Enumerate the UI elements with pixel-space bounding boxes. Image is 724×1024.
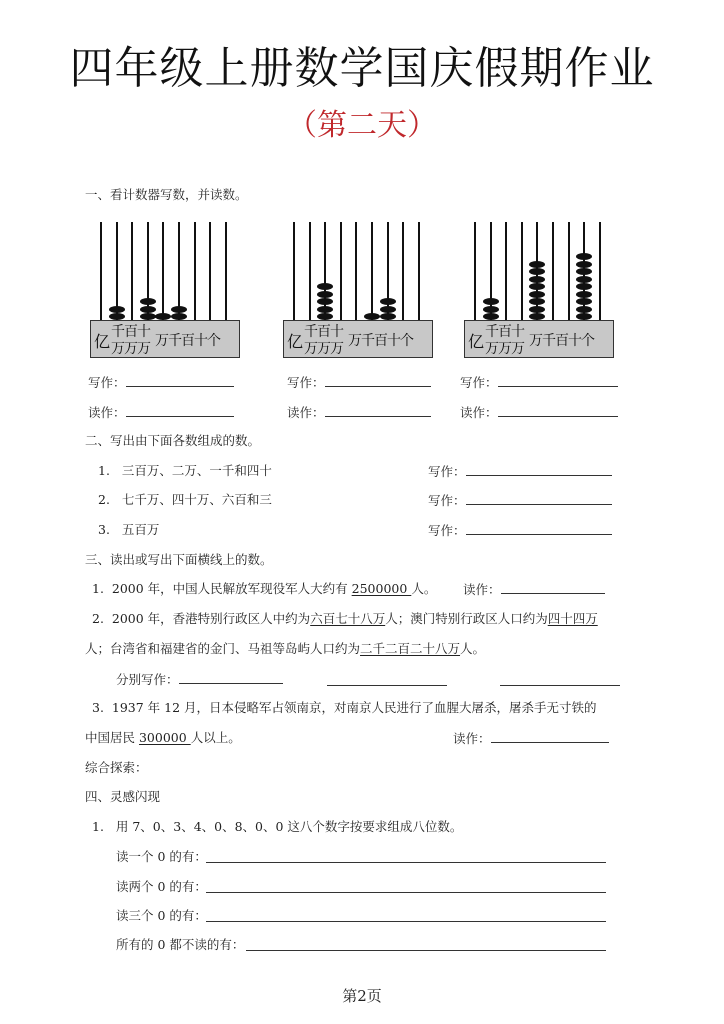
q-text: 人。 [411,581,437,596]
s3-q2-blank-3[interactable] [500,673,620,686]
s2-blank-1[interactable] [466,463,612,476]
q-text: 人；澳门特别行政区人口约为 [385,611,548,626]
abacus-rod [552,222,554,322]
abacus-bead [529,298,545,305]
read-label: 读作： [453,731,491,746]
abacus-bead [576,283,592,290]
write-label: 写作： [428,464,466,479]
page-number: 第2页 [342,987,382,1005]
write-row-1 [88,374,234,391]
write-blank-2[interactable] [325,374,431,387]
s2-item-1 [98,463,272,479]
write-blank-1[interactable] [126,374,234,387]
abacus-bead [140,313,156,320]
abacus-rod [521,222,523,322]
write-label: 写作： [428,523,466,538]
q-number: 1. [92,581,104,596]
abacus-label-top: 千百十 [485,324,524,340]
section2-heading: 二、写出由下面各数组成的数。 [85,433,261,448]
abacus-bead [576,276,592,283]
s3-q2-line2 [85,641,485,657]
abacus-frame [90,320,240,358]
abacus-rod [340,222,342,322]
abacus-bead [576,291,592,298]
s2-item-2 [98,492,272,508]
abacus-rod [194,222,196,322]
abacus-bead [317,298,333,305]
section3-heading: 三、读出或写出下面横线上的数。 [85,552,273,567]
item-number: 1. [98,463,110,478]
s3-q3-answer [453,730,609,747]
read-blank-1[interactable] [126,404,234,417]
abacus-bead [109,306,125,313]
abacus-bead [317,283,333,290]
line-label: 读两个 0 的有： [116,879,207,894]
write-label: 写作： [88,375,126,390]
s2-answer-1 [428,463,612,480]
abacus-bead [483,313,499,320]
read-blank-3[interactable] [498,404,618,417]
write-row-2 [287,374,431,391]
abacus-bead [317,291,333,298]
abacus-frame [464,320,614,358]
q-text: 1937 年 12 月，日本侵略军占领南京，对南京人民进行了血腥大屠杀，屠杀手无寸铁的 [111,700,597,715]
abacus-3 [464,222,614,362]
abacus-bead [317,313,333,320]
item-number: 2. [98,492,110,507]
read-label: 读作： [463,582,501,597]
abacus-label-top: 千百十 [304,324,343,340]
s2-answer-3 [428,522,612,539]
abacus-bead [483,298,499,305]
write-label: 写作： [287,375,325,390]
page-subtitle: （第二天） [287,108,437,143]
s3-q1 [92,581,436,597]
q-text: 人以上。 [190,730,241,745]
item-text: 五百万 [121,522,160,537]
abacus-rod [402,222,404,322]
abacus-rod [474,222,476,322]
s3-q3-blank[interactable] [491,730,609,743]
s4-line-4 [116,937,244,953]
abacus-rod [100,222,102,322]
abacus-bead [576,268,592,275]
abacus-rod [355,222,357,322]
abacus-bead [576,306,592,313]
abacus-bead [109,313,125,320]
read-row-2 [287,404,431,421]
s2-blank-3[interactable] [466,522,612,535]
s4-line-2 [116,879,207,895]
abacus-rod [371,222,373,322]
abacus-bead [155,313,171,320]
abacus-bead [140,298,156,305]
q-text: 中国居民 [85,730,139,745]
s4-blank-1[interactable] [206,850,606,863]
read-blank-2[interactable] [325,404,431,417]
s4-line-3 [116,908,207,924]
s4-blank-2[interactable] [206,880,606,893]
abacus-rod [225,222,227,322]
read-label: 读作： [88,405,126,420]
s4-blank-3[interactable] [206,909,606,922]
abacus-bead [380,313,396,320]
q-number: 3. [92,700,104,715]
s3-q1-answer [463,581,605,598]
abacus-label-yi: 亿 [468,332,485,351]
abacus-rod [293,222,295,322]
abacus-bead [576,313,592,320]
s4-q1 [92,819,462,835]
abacus-rod [309,222,311,322]
abacus-rod [131,222,133,322]
section1-heading: 一、看计数器写数，并读数。 [85,187,248,202]
abacus-bead [171,306,187,313]
abacus-bead [140,306,156,313]
abacus-label-bottom: 万万万 [111,341,150,357]
page-title: 四年级上册数学国庆假期作业 [69,43,655,94]
s3-q2-blank-2[interactable] [327,673,447,686]
s3-q3-line1 [92,700,597,716]
read-label: 读作： [460,405,498,420]
write-label: 写作： [428,493,466,508]
abacus-label-yi: 亿 [94,332,111,351]
read-row-1 [88,404,234,421]
abacus-label-bottom: 万万万 [304,341,343,357]
abacus-bead [576,253,592,260]
write-label: 分别写作： [116,672,179,687]
abacus-rod [162,222,164,322]
explore-heading: 综合探索： [85,760,148,775]
s2-blank-2[interactable] [466,492,612,505]
abacus-rod [209,222,211,322]
q-text: 人。 [460,641,486,656]
abacus-bead [529,283,545,290]
abacus-rod [505,222,507,322]
abacus-label-right: 万千百十个 [155,333,220,349]
s3-q2-blank-1[interactable] [179,671,283,684]
abacus-bead [529,313,545,320]
abacus-rod [568,222,570,322]
write-row-3 [460,374,618,391]
s2-item-3 [98,522,159,538]
s2-answer-2 [428,492,612,509]
abacus-frame [283,320,433,358]
abacus-bead [171,313,187,320]
line-label: 所有的 0 都不读的有： [116,937,245,952]
q-text: 2000 年，香港特别行政区人中约为 [111,611,311,626]
abacus-label-right: 万千百十个 [529,333,594,349]
abacus-bead [529,261,545,268]
abacus-bead [529,276,545,283]
abacus-bead [317,306,333,313]
underlined-number: 二千二百二十八万 [360,641,461,656]
underlined-number: 六百七十八万 [310,611,386,626]
q-text: 人；台湾省和福建省的金门、马祖等岛屿人口约为 [85,641,361,656]
line-label: 读三个 0 的有： [116,908,207,923]
abacus-bead [380,306,396,313]
q-text: 2000 年，中国人民解放军现役军人大约有 [111,581,352,596]
section4-heading: 四、灵感闪现 [85,789,161,804]
s4-line-1 [116,849,207,865]
item-text: 七千万、四十万、六百和三 [121,492,272,507]
abacus-bead [529,268,545,275]
abacus-rod [599,222,601,322]
line-label: 读一个 0 的有： [116,849,207,864]
s3-q2-line1 [92,611,598,627]
item-number: 3. [98,522,110,537]
abacus-bead [576,298,592,305]
s4-blank-4[interactable] [246,938,606,951]
abacus-bead [364,313,380,320]
abacus-1 [90,222,240,362]
read-row-3 [460,404,618,421]
abacus-rod [418,222,420,322]
abacus-bead [483,306,499,313]
abacus-label-top: 千百十 [111,324,150,340]
s3-q3-line2 [85,730,241,746]
abacus-bead [380,298,396,305]
underlined-number: 300000 [138,730,191,745]
s3-q1-blank[interactable] [501,581,605,594]
abacus-bead [576,261,592,268]
item-text: 三百万、二万、一千和四十 [121,463,272,478]
s3-q2-answer [116,671,283,688]
write-label: 写作： [460,375,498,390]
q-number: 1. [92,819,104,834]
abacus-bead [529,306,545,313]
read-label: 读作： [287,405,325,420]
underlined-number: 四十四万 [547,611,598,626]
underlined-number: 2500000 [351,581,412,596]
q-number: 2. [92,611,104,626]
abacus-label-bottom: 万万万 [485,341,524,357]
abacus-label-yi: 亿 [287,332,304,351]
abacus-bead [529,291,545,298]
q-text: 用 7、0、3、4、0、8、0、0 这八个数字按要求组成八位数。 [115,819,463,834]
abacus-label-right: 万千百十个 [348,333,413,349]
write-blank-3[interactable] [498,374,618,387]
abacus-2 [283,222,433,362]
